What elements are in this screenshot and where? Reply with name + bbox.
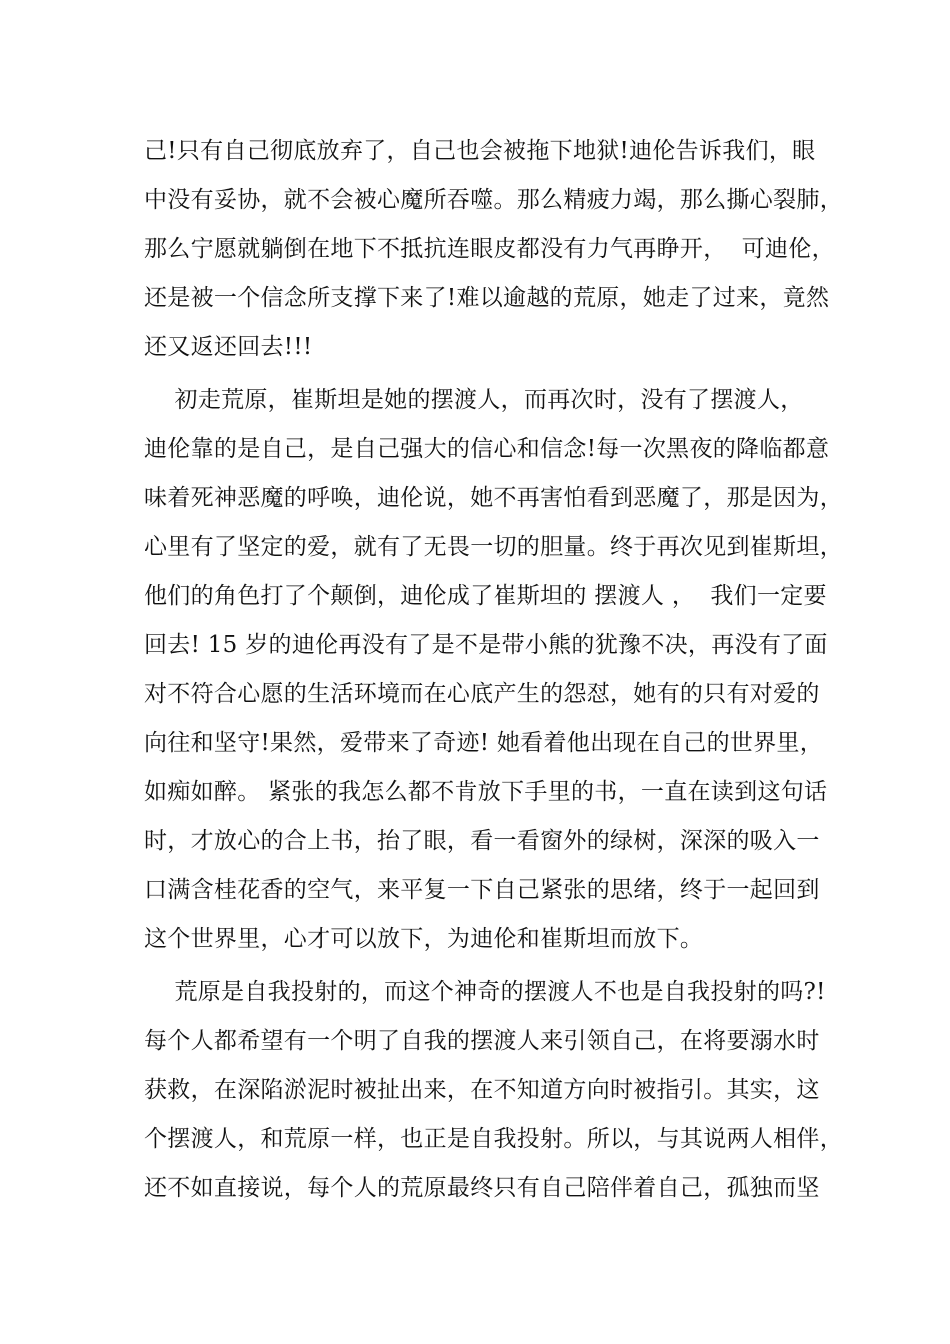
text-line: 荒原是自我投射的，而这个神奇的摆渡人不也是自我投射的吗?! bbox=[144, 979, 826, 1005]
text-line: 获救，在深陷淤泥时被扯出来，在不知道方向时被指引。其实，这 bbox=[144, 1077, 820, 1103]
text-line: 如痴如醉。 紧张的我怎么都不肯放下手里的书，一直在读到这句话 bbox=[144, 779, 828, 805]
text-line: 还不如直接说，每个人的荒原最终只有自己陪伴着自己，孤独而坚 bbox=[144, 1175, 820, 1201]
text-line: 初走荒原，崔斯坦是她的摆渡人，而再次时，没有了摆渡人， bbox=[144, 387, 804, 413]
text-line: 那么宁愿就躺倒在地下不抵抗连眼皮都没有力气再睁开， 可迪伦， bbox=[144, 236, 835, 262]
text-line: 对不符合心愿的生活环境而在心底产生的怨怼，她有的只有对爱的 bbox=[144, 681, 820, 707]
text-line: 迪伦靠的是自己，是自己强大的信心和信念!每一次黑夜的降临都意 bbox=[144, 436, 830, 462]
text-line: 味着死神恶魔的呼唤，迪伦说，她不再害怕看到恶魔了，那是因为， bbox=[144, 485, 843, 511]
text-line: 己!只有自己彻底放弃了，自己也会被拖下地狱!迪伦告诉我们，眼 bbox=[144, 138, 816, 164]
text-line: 心里有了坚定的爱，就有了无畏一切的胆量。终于再次见到崔斯坦， bbox=[144, 534, 843, 560]
text-line: 还是被一个信念所支撑下来了!难以逾越的荒原，她走了过来，竟然 bbox=[144, 285, 830, 311]
text-line: 个摆渡人，和荒原一样，也正是自我投射。所以，与其说两人相伴， bbox=[144, 1126, 843, 1152]
text-line: 中没有妥协，就不会被心魔所吞噬。那么精疲力竭，那么撕心裂肺， bbox=[144, 187, 843, 213]
text-line: 还又返还回去!!! bbox=[144, 334, 313, 360]
text-line: 向往和坚守!果然，爱带来了奇迹! 她看着他出现在自己的世界里， bbox=[144, 730, 824, 756]
text-line: 口满含桂花香的空气，来平复一下自己紧张的思绪，终于一起回到 bbox=[144, 877, 820, 903]
text-line: 这个世界里，心才可以放下，为迪伦和崔斯坦而放下。 bbox=[144, 926, 704, 952]
text-line: 他们的角色打了个颠倒，迪伦成了崔斯坦的 摆渡人 ， 我们一定要 bbox=[144, 583, 827, 609]
text-line: 每个人都希望有一个明了自我的摆渡人来引领自己，在将要溺水时 bbox=[144, 1028, 820, 1054]
text-line: 时，才放心的合上书，抬了眼，看一看窗外的绿树，深深的吸入一 bbox=[144, 828, 820, 854]
text-line: 回去! 15 岁的迪伦再没有了是不是带小熊的犹豫不决，再没有了面 bbox=[144, 632, 828, 658]
